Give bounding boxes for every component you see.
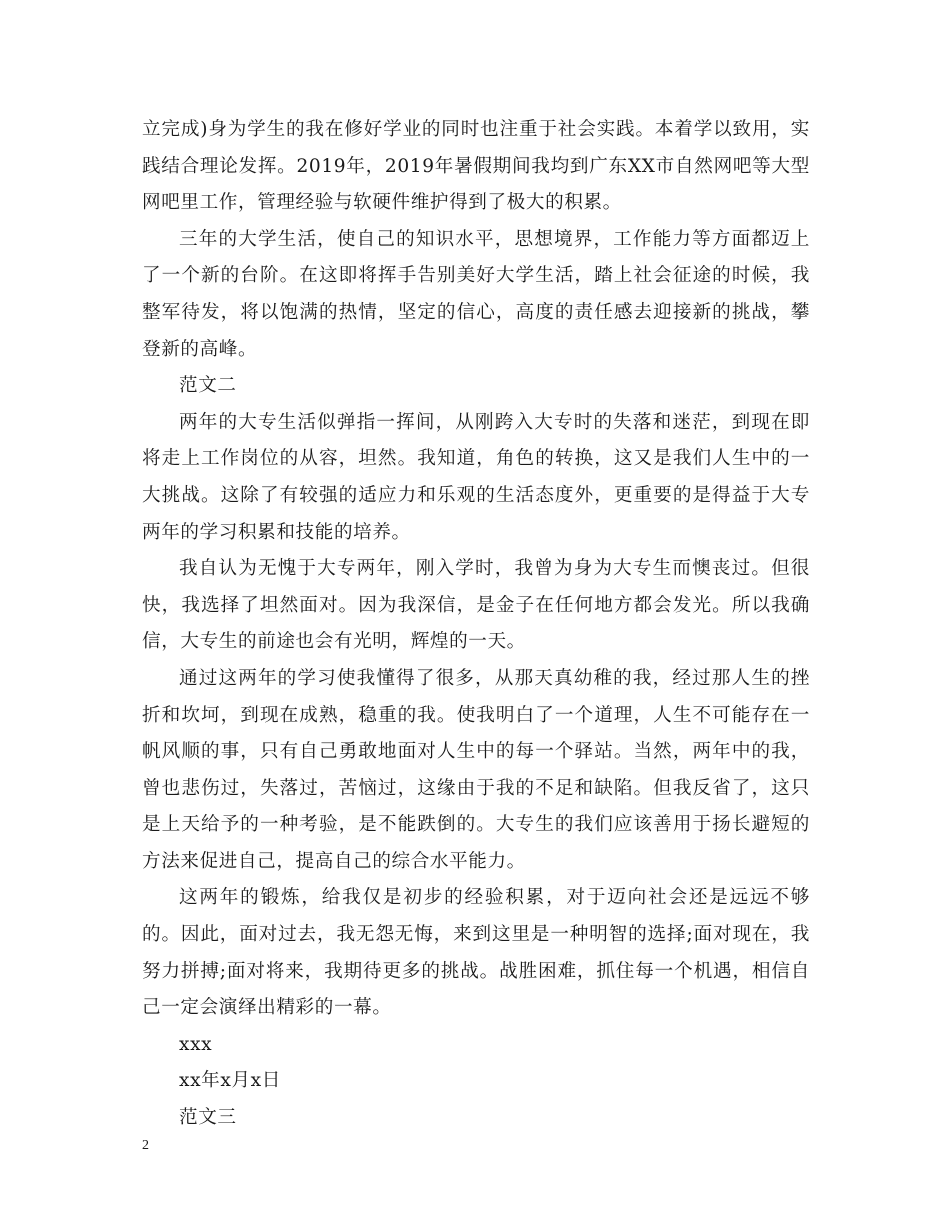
paragraph: 我自认为无愧于大专两年，刚入学时，我曾为身为大专生而懊丧过。但很快，我选择了坦然面对。因为我深信，是金子在任何地方都会发光。所以我确信，大专生的前途也会有光明，辉煌的一天。 (142, 558, 810, 653)
paragraph: 这两年的锻炼，给我仅是初步的经验积累，对于迈向社会还是远远不够的。因此，面对过去，我无怨无悔，来到这里是一种明智的选择;面对现在，我努力拼搏;面对将来，我期待更多的挑战。战胜困难，抓住每一个机遇，相信自己一定会演绎出精彩的一幕。 (142, 887, 810, 1019)
page-number: 2 (142, 1138, 149, 1153)
paragraph: 通过这两年的学习使我懂得了很多，从那天真幼稚的我，经过那人生的挫折和坎坷，到现在成熟，稳重的我。使我明白了一个道理，人生不可能存在一帆风顺的事，只有自己勇敢地面对人生中的每一个驿站。当然，两年中的我，曾也悲伤过，失落过，苦恼过，这缘由于我的不足和缺陷。但我反省了，这只是上天给予的一种考验，是不能跌倒的。大专生的我们应该善用于扬长避短的方法来促进自己，提高自己的综合水平能力。 (142, 667, 810, 872)
signature-date: xx年x月x日 (179, 1070, 281, 1092)
section-heading: 范文三 (179, 1107, 237, 1129)
paragraph: 三年的大学生活，使自己的知识水平，思想境界，工作能力等方面都迈上了一个新的台阶。在这即将挥手告别美好大学生活，踏上社会征途的时候，我整军待发，将以饱满的热情，坚定的信心，高度的责任感去迎接新的挑战，攀登新的高峰。 (142, 228, 810, 360)
paragraph: 两年的大专生活似弹指一挥间，从刚跨入大专时的失落和迷茫，到现在即将走上工作岗位的从容，坦然。我知道，角色的转换，这又是我们人生中的一大挑战。这除了有较强的适应力和乐观的生活态度外，更重要的是得益于大专两年的学习积累和技能的培养。 (142, 411, 810, 543)
section-heading: 范文二 (179, 375, 237, 397)
signature-name: xxx (179, 1033, 213, 1055)
document-body (142, 112, 810, 1137)
paragraph-continued: 立完成)身为学生的我在修好学业的同时也注重于社会实践。本着学以致用，实践结合理论发挥。2019年，2019年暑假期间我均到广东XX市自然网吧等大型网吧里工作，管理经验与软硬件维护得到了极大的积累。 (142, 119, 810, 214)
